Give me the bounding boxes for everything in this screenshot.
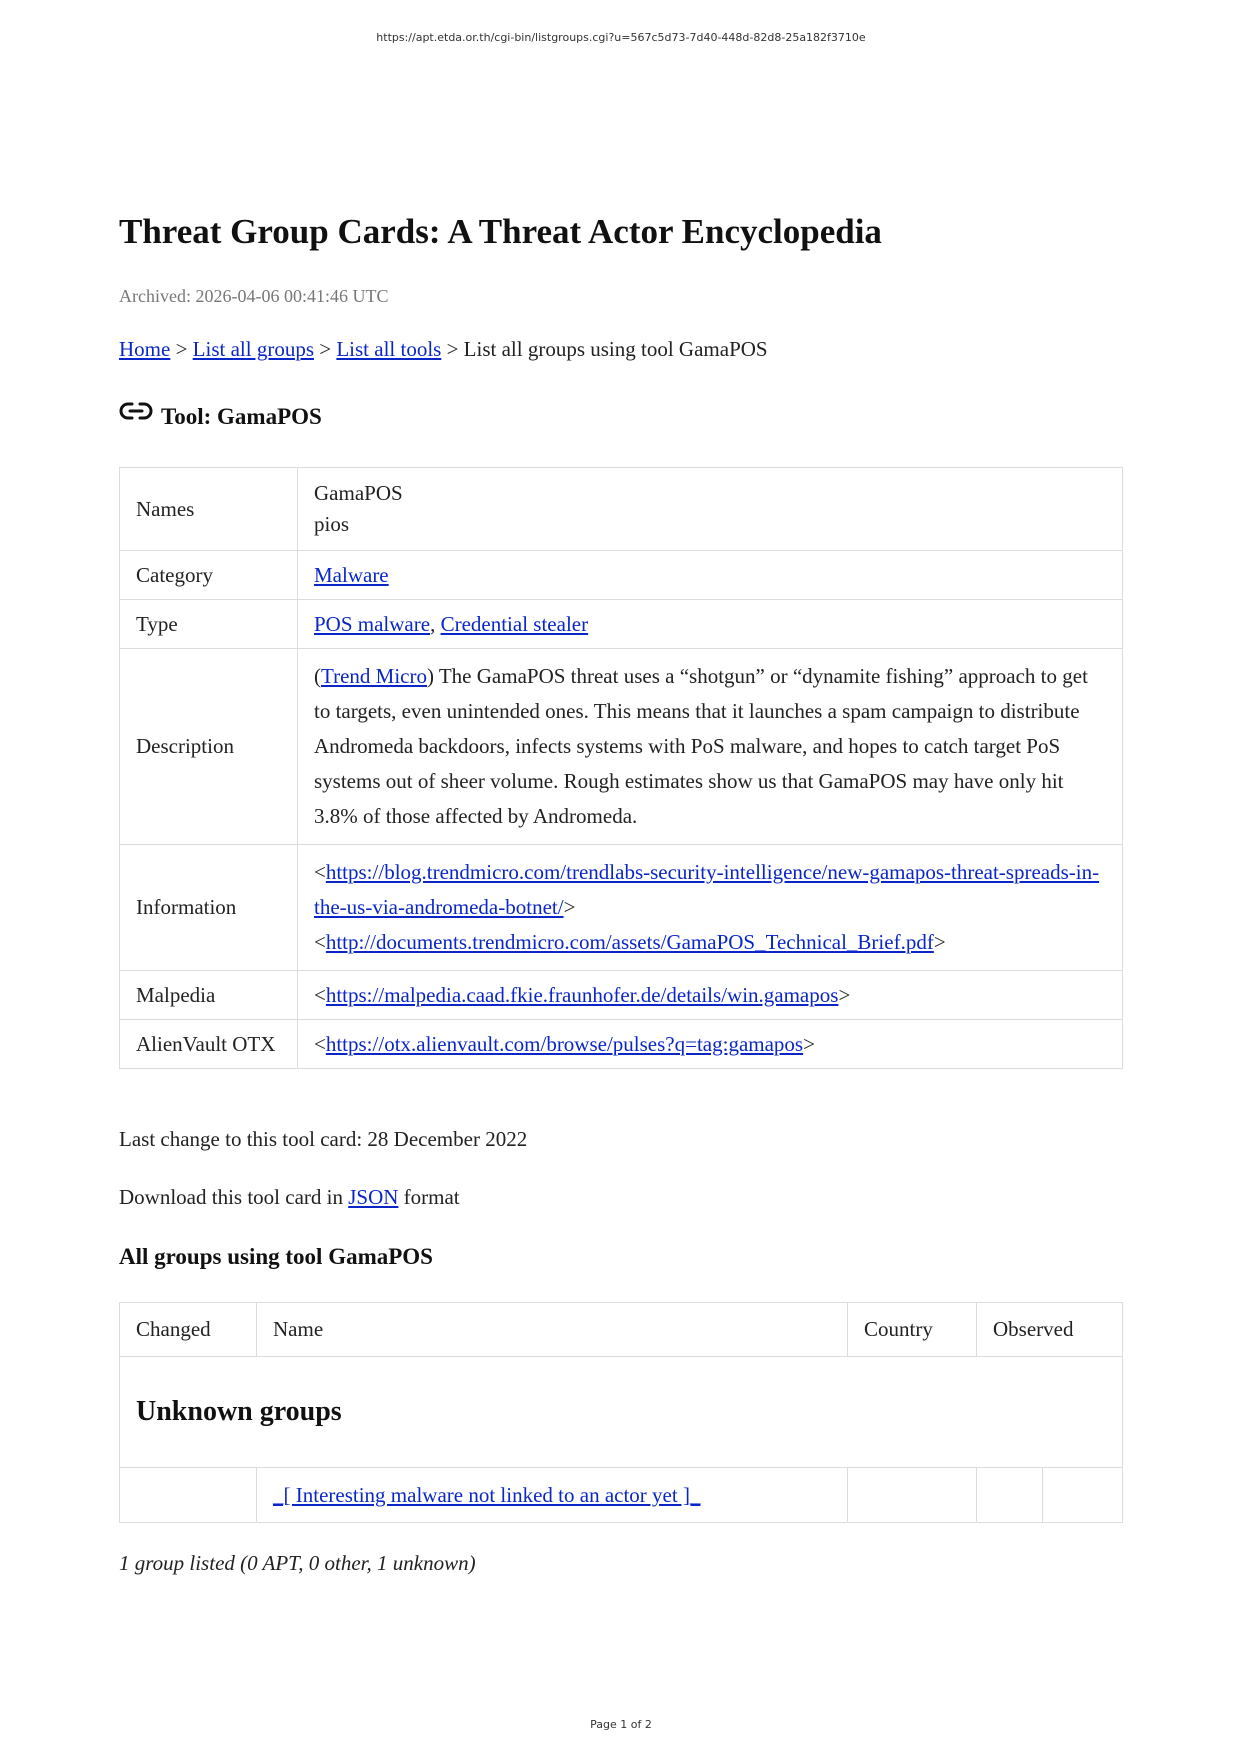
group-link[interactable]: _[ Interesting malware not linked to an actor yet ]_ <box>273 1482 701 1507</box>
breadcrumb-list-tools-link[interactable]: List all tools <box>336 337 442 361</box>
last-change: Last change to this tool card: 28 December 2022 <box>119 1127 528 1151</box>
page-title: Threat Group Cards: A Threat Actor Encyclopedia <box>119 212 882 251</box>
link-icon <box>119 400 153 422</box>
angle-close: > <box>838 982 851 1007</box>
name-entry: pios <box>314 512 350 536</box>
cell-observed <box>977 1468 1043 1523</box>
angle-open: < <box>314 930 326 954</box>
breadcrumb-list-groups-link[interactable]: List all groups <box>192 337 314 361</box>
category-label: Category <box>120 551 298 600</box>
category-value <box>298 551 1123 600</box>
table-row <box>120 551 1123 600</box>
name-entry: GamaPOS <box>314 481 403 505</box>
cell-changed <box>120 1468 257 1523</box>
table-row <box>120 845 1123 971</box>
download-suffix: format <box>398 1185 460 1209</box>
information-entry <box>314 925 1106 960</box>
table-header-row <box>120 1303 1123 1357</box>
print-header-url: https://apt.etda.or.th/cgi-bin/listgroups.cgi?u=567c5d73-7d40-448d-82d8-25a182f3710e <box>376 31 866 44</box>
breadcrumb-current: > List all groups using tool GamaPOS <box>441 337 768 361</box>
type-link[interactable]: POS malware <box>314 611 431 636</box>
description-label: Description <box>120 649 298 845</box>
table-row <box>120 468 1123 551</box>
column-header-country: Country <box>848 1303 977 1357</box>
breadcrumb-separator: > <box>314 337 337 361</box>
download-prefix: Download this tool card in <box>119 1185 349 1209</box>
groups-table <box>119 1302 1123 1523</box>
groups-heading: All groups using tool GamaPOS <box>119 1244 433 1269</box>
type-value <box>298 600 1123 649</box>
column-header-changed: Changed <box>120 1303 257 1357</box>
breadcrumb-separator: > <box>170 337 193 361</box>
angle-close: > <box>933 930 946 954</box>
column-header-name: Name <box>257 1303 848 1357</box>
names-value <box>298 468 1123 551</box>
information-link[interactable]: http://documents.trendmicro.com/assets/GamaPOS_Technical_Brief.pdf <box>325 930 934 954</box>
description-text: ) The GamaPOS threat uses a “shotgun” or “dynamite fishing” approach to get to targets, even unintended ones. This means that it launches a spam campaign to distribute Andromeda backdoors, infects systems with PoS malware, and hopes to catch target PoS systems out of sheer volume. Rough estimates show us that GamaPOS may have only hit 3.8% of those affected by Andromeda. <box>314 664 1088 828</box>
angle-close: > <box>563 895 576 919</box>
print-footer-page-number: Page 1 of 2 <box>590 1718 652 1731</box>
cell-country <box>848 1468 977 1523</box>
malpedia-label: Malpedia <box>120 971 298 1020</box>
table-row <box>120 1468 1123 1523</box>
tool-heading <box>119 400 322 430</box>
category-link[interactable]: Malware <box>314 562 389 587</box>
section-title: Unknown groups <box>120 1357 1123 1468</box>
archived-timestamp: Archived: 2026-04-06 00:41:46 UTC <box>119 286 389 306</box>
information-value <box>298 845 1123 971</box>
table-row <box>120 1020 1123 1069</box>
column-header-observed: Observed <box>977 1303 1123 1357</box>
table-row <box>120 600 1123 649</box>
type-link[interactable]: Credential stealer <box>440 611 589 636</box>
cell-name <box>257 1468 848 1523</box>
breadcrumb-home-link[interactable]: Home <box>119 337 171 361</box>
names-label: Names <box>120 468 298 551</box>
description-paren: ( <box>314 664 321 688</box>
type-separator: , <box>430 611 441 636</box>
malpedia-value <box>298 971 1123 1020</box>
angle-open: < <box>314 982 326 1007</box>
description-source-link[interactable]: Trend Micro <box>321 664 427 688</box>
tool-info-table <box>119 467 1123 1069</box>
table-row <box>120 971 1123 1020</box>
angle-open: < <box>314 1031 326 1056</box>
angle-open: < <box>314 860 326 884</box>
information-entry <box>314 855 1106 925</box>
breadcrumb <box>119 337 768 362</box>
download-line <box>119 1185 460 1210</box>
table-row <box>120 649 1123 845</box>
otx-value <box>298 1020 1123 1069</box>
json-download-link[interactable]: JSON <box>348 1185 399 1209</box>
malpedia-link[interactable]: https://malpedia.caad.fkie.fraunhofer.de/details/win.gamapos <box>325 982 839 1007</box>
type-label: Type <box>120 600 298 649</box>
section-row <box>120 1357 1123 1468</box>
information-label: Information <box>120 845 298 971</box>
cell-empty <box>1043 1468 1123 1523</box>
tool-heading-text: Tool: GamaPOS <box>161 404 322 429</box>
description-value <box>298 649 1123 845</box>
otx-link[interactable]: https://otx.alienvault.com/browse/pulses?q=tag:gamapos <box>325 1031 804 1056</box>
information-link[interactable]: https://blog.trendmicro.com/trendlabs-security-intelligence/new-gamapos-threat-spreads-in-the-us-via-andromeda-botnet/ <box>314 860 1100 919</box>
angle-close: > <box>803 1031 815 1056</box>
otx-label: AlienVault OTX <box>120 1020 298 1069</box>
groups-summary: 1 group listed (0 APT, 0 other, 1 unknown) <box>119 1551 476 1575</box>
